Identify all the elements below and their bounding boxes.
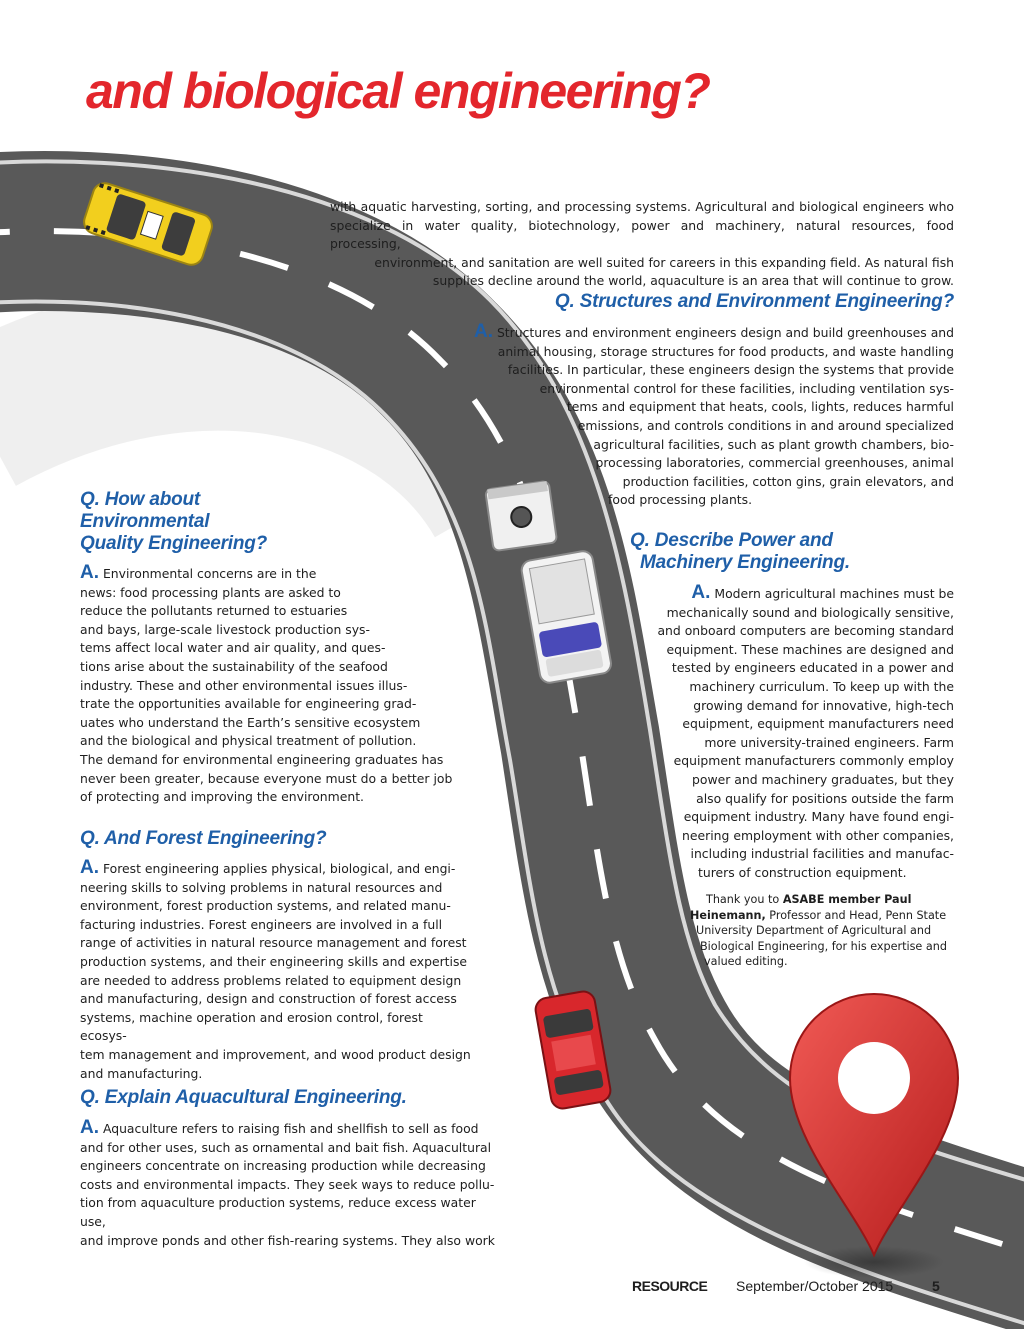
structures-answer bbox=[440, 323, 954, 510]
answer-line: and the biological and physical treatment of pollution. bbox=[80, 733, 417, 749]
aquacultural-question: Q. Explain Aquacultural Engineering. bbox=[80, 1087, 407, 1108]
credit-text: Professor and Head, Penn State bbox=[769, 908, 947, 922]
answer-line: environment, forest production systems, and related manu- bbox=[80, 898, 451, 914]
answer-line: and manufacturing, design and construction of forest access bbox=[80, 991, 457, 1007]
answer-line: range of activities in natural resource management and forest bbox=[80, 935, 467, 951]
answer-line: mechanically sound and biologically sensitive, bbox=[666, 604, 954, 620]
answer-marker: A. bbox=[473, 321, 493, 342]
answer-text: Aquaculture refers to raising fish and shellfish to sell as food bbox=[102, 1121, 479, 1136]
answer-text: Modern agricultural machines must be bbox=[714, 586, 954, 601]
answer-line: tems and equipment that heats, cools, lights, reduces harmful bbox=[566, 399, 954, 415]
answer-line: and for other uses, such as ornamental and bait fish. Aquacultural bbox=[80, 1139, 492, 1155]
answer-text: Forest engineering applies physical, biological, and engi- bbox=[102, 861, 456, 876]
answer-line: of protecting and improving the environment. bbox=[80, 789, 364, 805]
answer-line: reduce the pollutants returned to estuaries bbox=[80, 603, 348, 619]
answer-line: machinery curriculum. To keep up with the bbox=[689, 678, 954, 694]
credit-name: ASABE member Paul bbox=[782, 893, 912, 906]
answer-line: tested by engineers educated in a power and bbox=[671, 660, 954, 676]
answer-marker: A. bbox=[80, 1117, 99, 1138]
answer-line bbox=[440, 323, 954, 343]
answer-line: news: food processing plants are asked to bbox=[80, 584, 341, 600]
answer-line: equipment, equipment manufacturers need bbox=[682, 716, 954, 732]
answer-line: equipment industry. Many have found engi- bbox=[683, 809, 954, 825]
answer-line: more university-trained engineers. Farm bbox=[704, 734, 954, 750]
answer-line: uates who understand the Earth’s sensitive ecosystem bbox=[80, 714, 421, 730]
answer-line: equipment. These machines are designed and bbox=[666, 641, 954, 657]
question-line: Q. How about bbox=[80, 489, 201, 510]
intro-line: with aquatic harvesting, sorting, and processing systems. Agricultural and biological engineers who bbox=[330, 199, 954, 214]
forest-answer bbox=[80, 859, 472, 1083]
answer-line: tem management and improvement, and wood product design bbox=[80, 1046, 471, 1062]
answer-line: tems affect local water and air quality, and ques- bbox=[80, 640, 386, 656]
answer-line: industry. These and other environmental issues illus- bbox=[80, 677, 408, 693]
structures-question: Q. Structures and Environment Engineering? bbox=[554, 291, 954, 312]
answer-line: neering employment with other companies, bbox=[682, 827, 954, 843]
answer-line: power and machinery graduates, but they bbox=[692, 771, 954, 787]
answer-line: neering skills to solving problems in natural resources and bbox=[80, 879, 443, 895]
answer-line: costs and environmental impacts. They seek ways to reduce pollu- bbox=[80, 1176, 495, 1192]
answer-line: are needed to address problems related to equipment design bbox=[80, 972, 462, 988]
answer-text: Environmental concerns are in the bbox=[102, 566, 317, 581]
answer-line: including industrial facilities and manufac- bbox=[690, 846, 954, 862]
magazine-name: RESOURCE bbox=[632, 1278, 708, 1294]
forest-question: Q. And Forest Engineering? bbox=[80, 828, 327, 849]
answer-line: emissions, and controls conditions in and around specialized bbox=[577, 417, 954, 433]
answer-line: never been greater, because everyone must do a better job bbox=[80, 770, 453, 786]
credit-line: Biological Engineering, for his expertise and bbox=[700, 939, 947, 953]
answer-line bbox=[80, 859, 472, 879]
answer-line bbox=[640, 584, 954, 604]
credit-lead: Thank you to bbox=[706, 893, 780, 906]
power-question bbox=[630, 530, 950, 574]
acknowledgement bbox=[690, 892, 960, 970]
answer-line bbox=[80, 564, 480, 584]
answer-line: animal housing, storage structures for food products, and waste handling bbox=[497, 343, 954, 359]
question-line: Machinery Engineering. bbox=[640, 552, 850, 573]
answer-line: facturing industries. Forest engineers are involved in a full bbox=[80, 916, 443, 932]
power-answer bbox=[640, 584, 954, 883]
credit-line: University Department of Agricultural and bbox=[696, 924, 932, 938]
answer-line: turers of construction equipment. bbox=[698, 864, 907, 880]
answer-line: environmental control for these facilities, including ventilation sys- bbox=[539, 380, 954, 396]
answer-line: and improve ponds and other fish-rearing systems. They also work bbox=[80, 1232, 495, 1248]
question-line: Environmental bbox=[80, 511, 210, 532]
answer-marker: A. bbox=[691, 582, 711, 603]
credit-name: Heinemann, bbox=[690, 908, 766, 922]
answer-text: Structures and environment engineers design and build greenhouses and bbox=[496, 325, 954, 340]
answer-line: trate the opportunities available for engineering grad- bbox=[80, 696, 417, 712]
question-line: Quality Engineering? bbox=[80, 533, 268, 554]
credit-line bbox=[690, 908, 960, 924]
answer-line: and bays, large-scale livestock production sys- bbox=[80, 621, 370, 637]
intro-paragraph bbox=[330, 198, 954, 291]
answer-line: facilities. In particular, these engineers design the systems that provide bbox=[507, 362, 954, 378]
answer-line: and onboard computers are becoming standard bbox=[657, 623, 954, 639]
page-number: 5 bbox=[932, 1278, 940, 1294]
credit-line: valued editing. bbox=[704, 955, 788, 969]
answer-line: engineers concentrate on increasing production while decreasing bbox=[80, 1158, 486, 1174]
answer-line: processing laboratories, commercial greenhouses, animal bbox=[595, 455, 954, 471]
answer-line: systems, machine operation and erosion control, forest ecosys- bbox=[80, 1009, 423, 1044]
answer-line: growing demand for innovative, high-tech bbox=[693, 697, 954, 713]
answer-line: also qualify for positions outside the farm bbox=[696, 790, 954, 806]
answer-line bbox=[80, 1119, 498, 1139]
answer-line: tion from aquaculture production systems, reduce excess water use, bbox=[80, 1195, 476, 1229]
credit-line bbox=[690, 892, 960, 908]
answer-line: production facilities, cotton gins, grain elevators, and bbox=[622, 473, 954, 489]
environmental-answer bbox=[80, 564, 480, 807]
answer-line: tions arise about the sustainability of the seafood bbox=[80, 658, 388, 674]
page-title: and biological engineering? bbox=[86, 63, 710, 119]
intro-line: specialize in water quality, biotechnology, power and machinery, natural resources, food processing, bbox=[330, 217, 954, 252]
answer-marker: A. bbox=[80, 562, 99, 583]
aquacultural-answer bbox=[80, 1119, 498, 1250]
answer-line: The demand for environmental engineering graduates has bbox=[80, 751, 444, 767]
question-line: Q. Describe Power and bbox=[630, 530, 833, 551]
answer-line: food processing plants. bbox=[608, 492, 753, 508]
intro-line: supplies decline around the world, aquaculture is an area that will continue to grow. bbox=[432, 273, 954, 289]
environmental-question bbox=[80, 489, 400, 555]
answer-line: production systems, and their engineering skills and expertise bbox=[80, 953, 468, 969]
intro-line: environment, and sanitation are well suited for careers in this expanding field. As natural fish bbox=[374, 254, 954, 270]
answer-marker: A. bbox=[80, 857, 99, 878]
answer-line: and manufacturing. bbox=[80, 1065, 203, 1081]
answer-line: agricultural facilities, such as plant growth chambers, bio- bbox=[593, 436, 954, 452]
answer-line: equipment manufacturers commonly employ bbox=[673, 753, 954, 769]
issue-date: September/October 2015 bbox=[736, 1278, 894, 1294]
